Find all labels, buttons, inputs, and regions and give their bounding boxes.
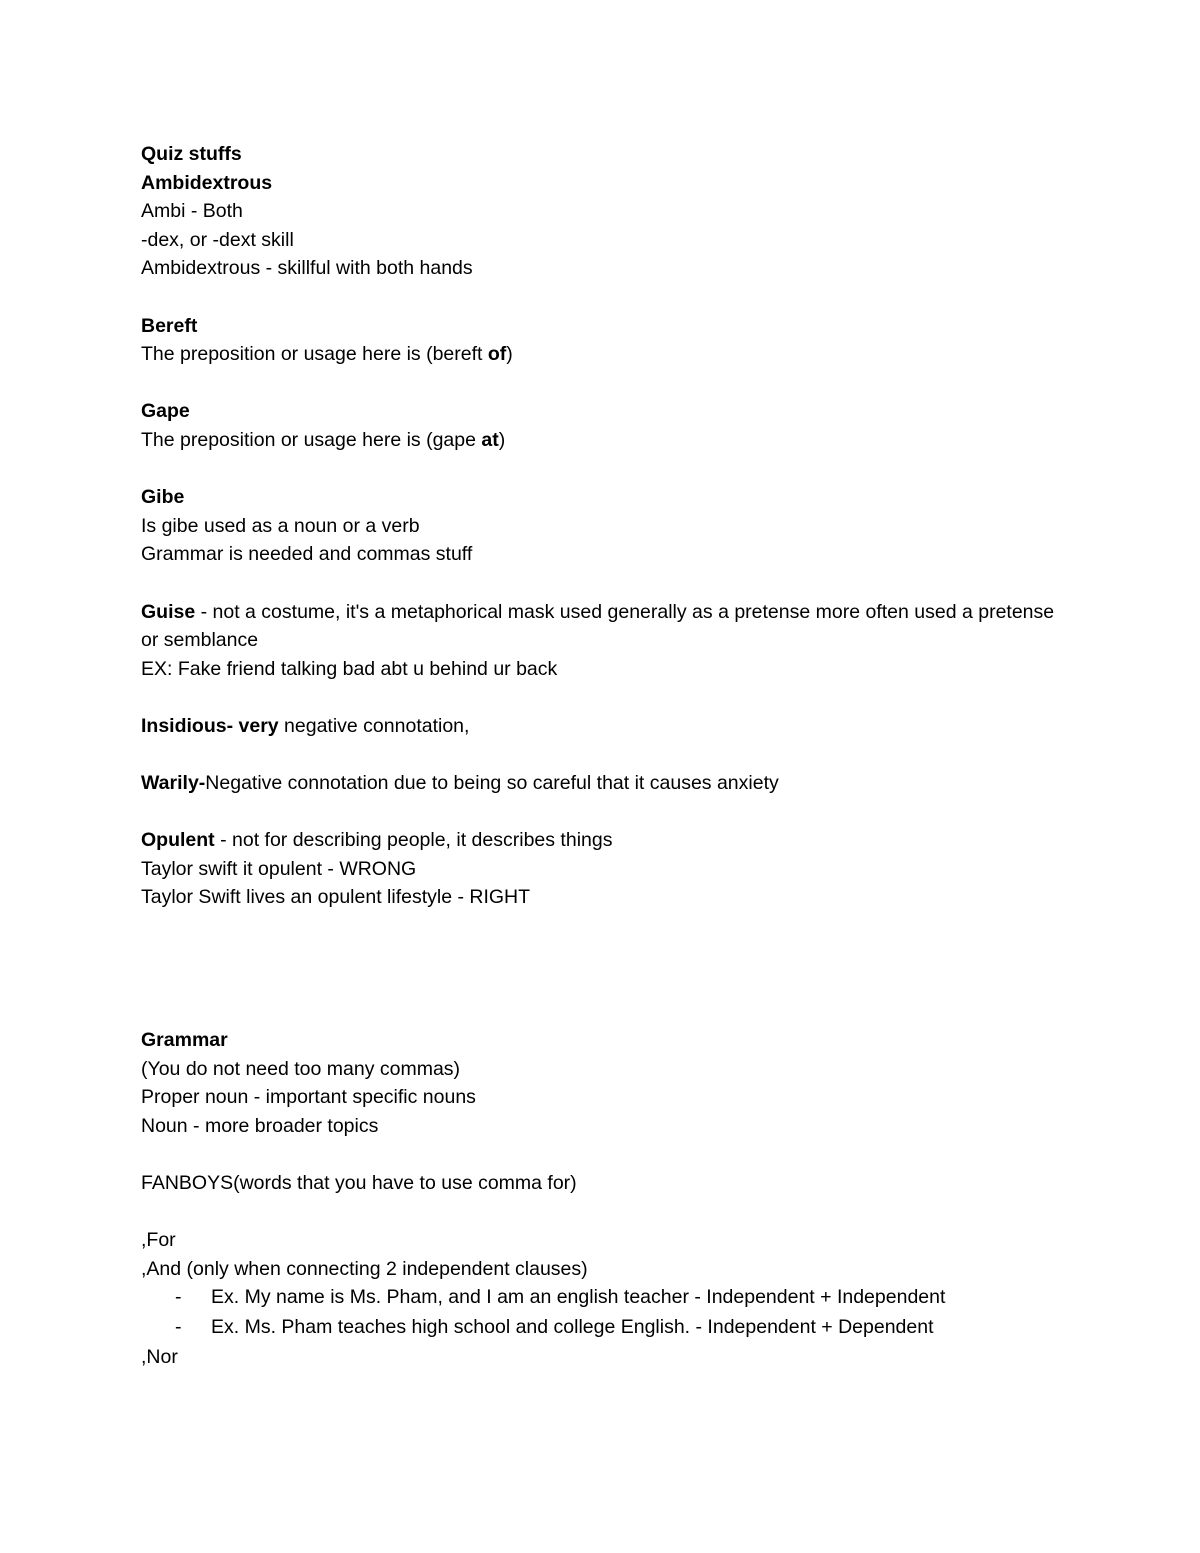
gape-preposition: at — [481, 428, 499, 451]
ambidextrous-line: -dex, or -dext skill — [141, 228, 294, 251]
term-bereft-heading: Bereft — [141, 314, 198, 337]
ambidextrous-line: Ambi - Both — [141, 200, 243, 223]
section-gap — [141, 912, 1061, 1026]
grammar-line: (You do not need too many commas) — [141, 1057, 461, 1080]
ambidextrous-line: Ambidextrous - skillful with both hands — [141, 257, 473, 280]
opulent-example: Taylor swift it opulent - WRONG — [141, 857, 417, 880]
spacer — [141, 369, 1061, 398]
bullet-dash: - — [175, 1315, 182, 1338]
bullet-dash: - — [175, 1286, 182, 1309]
term-gape-heading: Gape — [141, 400, 190, 423]
spacer — [141, 1198, 1061, 1227]
spacer — [141, 683, 1061, 712]
grammar-line: Noun - more broader topics — [141, 1114, 379, 1137]
insidious-definition-text: negative connotation, — [278, 714, 470, 737]
document-title: Quiz stuffs — [141, 143, 242, 165]
warily-definition — [141, 769, 1061, 798]
warily-definition-text: Negative connotation due to being so careful that it causes anxiety — [205, 772, 779, 795]
spacer — [141, 1140, 1061, 1169]
term-gibe-heading: Gibe — [141, 486, 185, 509]
spacer — [141, 569, 1061, 598]
guise-definition — [141, 598, 1061, 655]
grammar-line: Proper noun - important specific nouns — [141, 1086, 476, 1109]
guise-example: EX: Fake friend talking bad abt u behind ur back — [141, 657, 558, 680]
guise-definition-text: - not a costume, it's a metaphorical mask used generally as a pretense more often used a pretense or semblance — [141, 600, 1055, 652]
spacer — [141, 798, 1061, 827]
insidious-definition — [141, 712, 1061, 741]
term-guise-heading: Guise — [141, 600, 196, 623]
spacer — [141, 283, 1061, 312]
fanboys-for: ,For — [141, 1229, 176, 1252]
gape-usage-text: The preposition or usage here is (gape — [141, 428, 482, 451]
opulent-definition — [141, 826, 1061, 855]
bullet-text: Ex. My name is Ms. Pham, and I am an english teacher - Independent + Independent — [211, 1286, 946, 1309]
bereft-usage-text: The preposition or usage here is (bereft — [141, 343, 488, 366]
spacer — [141, 455, 1061, 484]
fanboys-and: ,And (only when connecting 2 independent clauses) — [141, 1257, 588, 1280]
bereft-preposition: of — [487, 343, 507, 366]
gibe-line: Is gibe used as a noun or a verb — [141, 514, 420, 537]
opulent-example: Taylor Swift lives an opulent lifestyle - RIGHT — [141, 886, 531, 909]
grammar-heading: Grammar — [141, 1029, 228, 1052]
list-item — [141, 1283, 1061, 1313]
bereft-usage — [141, 340, 1061, 369]
document-page — [141, 140, 1061, 1371]
gape-usage-close: ) — [498, 428, 506, 451]
term-opulent-heading: Opulent — [141, 829, 215, 852]
list-item — [141, 1313, 1061, 1343]
fanboys-intro: FANBOYS(words that you have to use comma for) — [141, 1172, 577, 1194]
gibe-line: Grammar is needed and commas stuff — [141, 543, 473, 566]
term-warily-heading: Warily- — [141, 772, 206, 795]
opulent-definition-text: - not for describing people, it describes things — [214, 829, 613, 852]
spacer — [141, 740, 1061, 769]
term-insidious-heading: Insidious- very — [141, 714, 279, 737]
fanboys-nor: ,Nor — [141, 1345, 178, 1368]
term-ambidextrous-heading: Ambidextrous — [141, 171, 273, 194]
bullet-text: Ex. Ms. Pham teaches high school and college English. - Independent + Dependent — [211, 1315, 934, 1338]
bereft-usage-close: ) — [506, 343, 513, 366]
gape-usage — [141, 426, 1061, 455]
